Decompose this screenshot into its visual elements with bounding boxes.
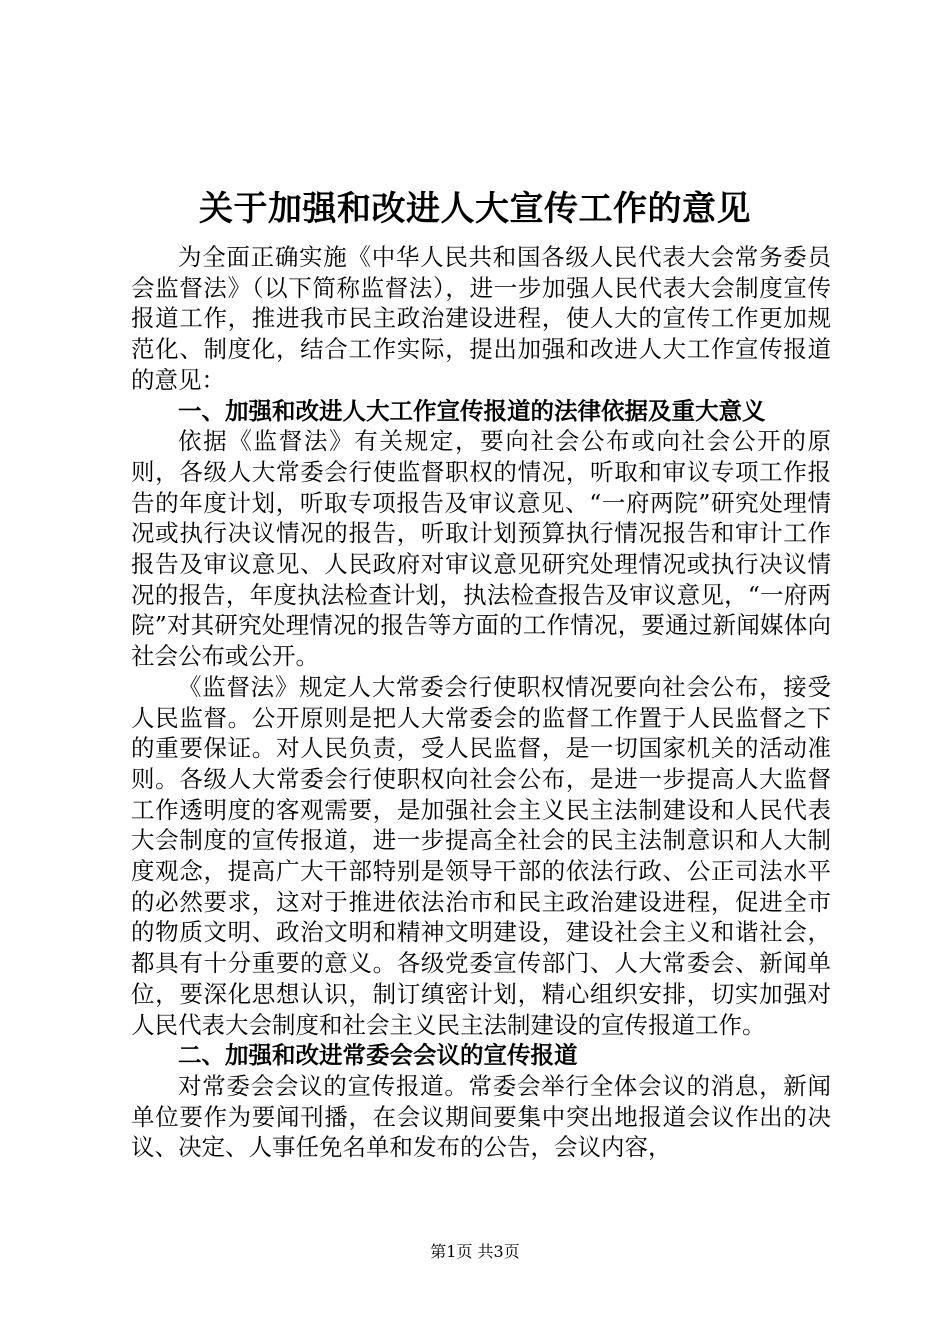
section-2-heading: 二、加强和改进常委会会议的宣传报道 [178, 1041, 578, 1070]
section-2-paragraph-1: 对常委会会议的宣传报道。常委会举行全体会议的消息，新闻单位要作为要闻刊播，在会议期间要集中突出地报道会议作出的决议、决定、人事任免名单和发布的公告，会议内容， [131, 1071, 831, 1162]
section-1-paragraph-2: 《监督法》规定人大常委会行使职权情况要向社会公布，接受人民监督。公开原则是把人大常委会的监督工作置于人民监督之下的重要保证。对人民负责，受人民监督，是一切国家机关的活动准则。各级人大常委会行使职权向社会公布，是进一步提高人大监督工作透明度的客观需要，是加强社会主义民主法制建设和人民代表大会制度的宣传报道，进一步提高全社会的民主法制意识和人大制度观念，提高广大干部特别是领导干部的依法行政、公正司法水平的必然要求，这对于推进依法治市和民主政治建设进程，促进全市的物质文明、政治文明和精神文明建设，建设社会主义和谐社会，都具有十分重要的意义。各级党委宣传部门、人大常委会、新闻单位，要深化思想认识，制订缜密计划，精心组织安排，切实加强对人民代表大会制度和社会主义民主法制建设的宣传报道工作。 [131, 672, 831, 1039]
page-footer: 第1页 共3页 [430, 1242, 520, 1261]
section-1-paragraph-1: 依据《监督法》有关规定，要向社会公布或向社会公开的原则，各级人大常委会行使监督职权的情况，听取和审议专项工作报告的年度计划，听取专项报告及审议意见、“一府两院”研究处理情况或执行决议情况的报告，听取计划预算执行情况报告和审计工作报告及审议意见、人民政府对审议意见研究处理情况或执行决议情况的报告，年度执法检查计划，执法检查报告及审议意见，“一府两院”对其研究处理情况的报告等方面的工作情况，要通过新闻媒体向社会公布或公开。 [131, 427, 831, 671]
document-title: 关于加强和改进人大宣传工作的意见 [199, 189, 751, 229]
document-body [131, 242, 831, 1163]
section-1-heading: 一、加强和改进人大工作宣传报道的法律依据及重大意义 [178, 396, 766, 425]
intro-paragraph: 为全面正确实施《中华人民共和国各级人民代表大会常务委员会监督法》（以下简称监督法），进一步加强人民代表大会制度宣传报道工作，推进我市民主政治建设进程，使人大的宣传工作更加规范化、制度化，结合工作实际，提出加强和改进人大工作宣传报道的意见： [131, 243, 831, 394]
